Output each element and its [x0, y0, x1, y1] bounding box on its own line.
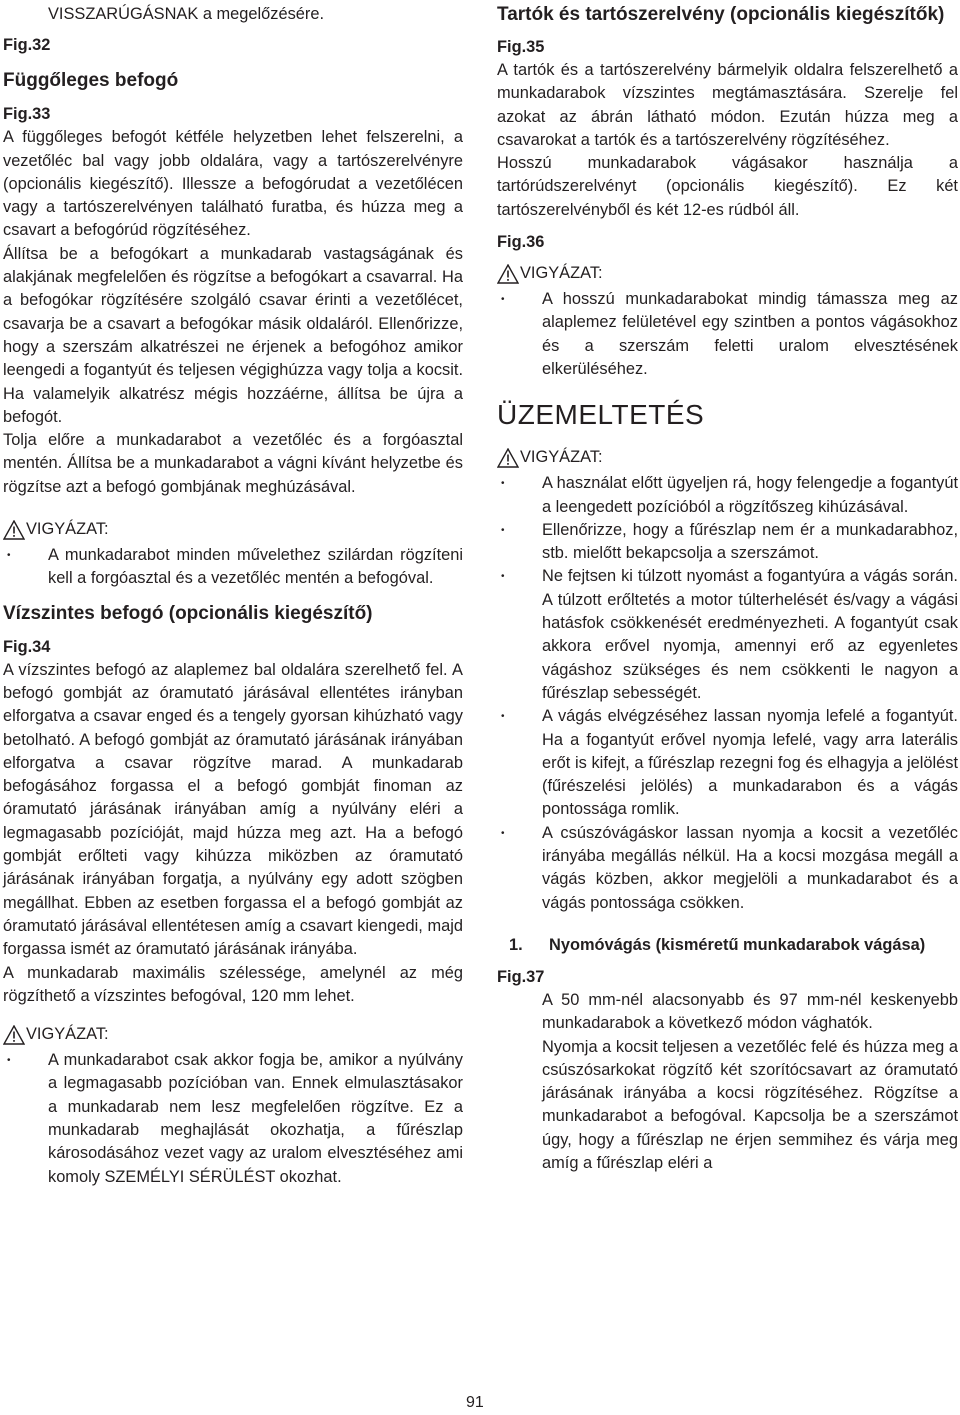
caution-item: • A munkadarabot minden művelethez szilárdan rögzíteni kell a forgóasztal és a vezetőléc mentén a befogóval.: [3, 544, 463, 591]
heading-operation: ÜZEMELTETÉS: [497, 399, 705, 431]
caution-item: • A munkadarabot csak akkor fogja be, amikor a nyúlvány a legmagasabb pozícióban van. Ennek elmulasztásakor a munkadarab nem lesz megfelelően rögzítve. Ez a munkadarab meghajlását okozhatja, a fűrészlap károsodásához vezet vagy az uralom elvesztéséhez ami komoly SZEMÉLYI SÉRÜLÉST okozhat.: [3, 1049, 463, 1189]
paragraph-horizontal-2: A munkadarab maximális szélessége, amelynél az még rögzíthető a vízszintes befogóval, 120 mm lehet.: [3, 963, 463, 1005]
caution-list-1: [3, 544, 463, 591]
section-number: 1.: [509, 935, 523, 954]
paragraph-holders-1: A tartók és a tartószerelvény bármelyik oldalra felszerelhető a munkadarabok vízszintes megtámasztására. Szerelje fel azokat az ábrán látható módon. Ezután húzza meg a csavarokat a tartók és a tartószerelvény rögzítéséhez.: [497, 61, 958, 149]
caution-label: VIGYÁZAT:: [26, 1025, 109, 1044]
caution-item: • A vágás elvégzéséhez lassan nyomja lefelé a fogantyút. Ha a fogantyút erővel nyomja lefelé, vagy arra laterális erőt is kifejt, a fűrészlap rezegni fog és elhagyja a jelölést (fűrészelési jelölés) a munkadarabon és a vágás pontossága romlik.: [497, 705, 958, 821]
caution-heading-4: [497, 446, 958, 469]
fig-33-label: Fig.33: [3, 105, 51, 124]
caution-list-2: [3, 1049, 463, 1189]
caution-item: • A hosszú munkadarabokat mindig támassza meg az alaplemez felületével egy szintben a pontos vágásokhoz és a szerszám feletti uralom elvesztésének elkerüléséhez.: [497, 288, 958, 381]
caution-heading-1: [3, 518, 463, 541]
heading-vertical-vise: Függőleges befogó: [3, 70, 179, 92]
paragraph-vertical-1: A függőleges befogót kétféle helyzetben lehet felszerelni, a vezetőléc bal vagy jobb oldalára, vagy a tartószerelvényre (opcionális kiegészítő). Illessze a befogórudat a vezetőlécen vagy a tartószerelvényen található furatba, és húzza meg a csavart a befogórúd rögzítéséhez.: [3, 128, 463, 240]
fig-37-label: Fig.37: [497, 967, 545, 986]
page-number: 91: [466, 1394, 484, 1411]
fig-34-label: Fig.34: [3, 637, 51, 656]
caution-item: • A csúszóvágáskor lassan nyomja a kocsit a vezetőléc irányába megállás nélkül. Ha a kocsi mozgása megáll a vágás közben, akkor megjelöli a munkadarabot és a vágás pontossága csökken.: [497, 822, 958, 915]
paragraph-vertical-3: Tolja előre a munkadarabot a vezetőléc és a forgóasztal mentén. Állítsa be a munkadarabot a vágni kívánt helyzetbe és rögzítse azt a befogó gombjának meghúzásával.: [3, 431, 463, 496]
caution-label: VIGYÁZAT:: [26, 520, 109, 539]
heading-holders: Tartók és tartószerelvény (opcionális kiegészítők): [497, 4, 945, 25]
caution-heading-3: [497, 262, 958, 285]
top-line: VISSZARÚGÁSNAK a megelőzésére.: [48, 5, 325, 23]
caution-item: • Ne fejtsen ki túlzott nyomást a fogantyúra a vágás során. A túlzott erőltetés a motor túlterhelését és/vagy a vágási hatásfok csökkenését eredményezheti. A fogantyút csak akkora erővel nyomja, amennyi erő az egyenletes vágáshoz szükséges és nem csökkenti le nagyon a fűrészlap sebességét.: [497, 565, 958, 705]
left-column: [3, 0, 463, 1189]
paragraph-holders-2: Hosszú munkadarabok vágásakor használja a tartórúdszerelvényt (opcionális kiegészítő). Ez két tartószerelvényből és két 12-es rúdból áll.: [497, 154, 958, 219]
section-1-heading: [497, 934, 958, 957]
heading-horizontal-vise: Vízszintes befogó (opcionális kiegészítő): [3, 602, 373, 624]
caution-item: • A használat előtt ügyeljen rá, hogy felengedje a fogantyút a leengedett pozícióból a rögzítőszeg kihúzásával.: [497, 472, 958, 519]
fig-35-label: Fig.35: [497, 38, 545, 56]
paragraph-vertical-2: Állítsa be a befogókart a munkadarab vastagságának és alakjának megfelelően és rögzítse a befogókart a csavarral. Ha a befogókar rögzítésére szolgáló csavar érinti a vezetőlécet, csavarja be a csavart a befogókar másik oldaláról. Ellenőrizze, hogy a szerszám alkatrészei ne érjenek a befogóhoz amikor leengedi a fogantyút és teljesen végighúzza vagy tolja a kocsit. Ha valamelyik alkatrész mégis hozzáérne, állítsa be újra a befogót.: [3, 244, 463, 426]
fig-32-label: Fig.32: [3, 36, 51, 55]
caution-list-3: [497, 288, 958, 381]
warning-triangle-icon: [3, 520, 25, 540]
caution-label: VIGYÁZAT:: [520, 264, 603, 283]
caution-label: VIGYÁZAT:: [520, 448, 603, 467]
caution-item: • Ellenőrizze, hogy a fűrészlap nem ér a munkadarabhoz, stb. mielőtt bekapcsolja a szerszámot.: [497, 519, 958, 566]
warning-triangle-icon: [497, 264, 519, 284]
caution-heading-2: [3, 1023, 463, 1046]
right-column: [497, 0, 958, 1175]
paragraph-press-cut-1: A 50 mm-nél alacsonyabb és 97 mm-nél keskenyebb munkadarabok a következő módon vághatók.: [542, 990, 958, 1033]
section-title: Nyomóvágás (kisméretű munkadarabok vágása): [549, 935, 926, 954]
paragraph-press-cut-2: Nyomja a kocsit teljesen a vezetőléc felé és húzza meg a csúszósarkokat rögzítő két szorítócsavart az óramutató járásának irányába a kocsi rögzítéséhez. Rögzítse a munkadarabot a befogóval. Kapcsolja be a szerszámot úgy, hogy a fűrészlap ne érjen semmihez és várja meg amíg a fűrészlap eléri a: [542, 1037, 958, 1172]
warning-triangle-icon: [497, 448, 519, 468]
warning-triangle-icon: [3, 1025, 25, 1045]
caution-list-4: [497, 472, 958, 915]
fig-36-label: Fig.36: [497, 233, 545, 252]
paragraph-horizontal-1: A vízszintes befogó az alaplemez bal oldalára szerelhető fel. A befogó gombját az óramutató járásával ellentétes irányban elforgatva a csavar enged és a tengely gyorsan kihúzható vagy betolható. A befogó gombját az óramutató járásának irányában elforgatva a csavar rögzítve marad. A munkadarab befogásához forgassa el a befogó gombját finoman az óramutató járásának irányában amíg a nyúlvány eléri a legmagasabb pozícióját, majd húzza meg azt. Ha a befogó gombját erőlteti vagy kihúzza miközben az óramutató járásának irányában forgatja, a nyúlvány egy adott szögben megállhat. Ebben az esetben forgassa el a befogó gombját az óramutató járásával ellentétesen amíg a csavart kiengedi, majd forgassa ismét az óramutató járásának irányába.: [3, 660, 463, 959]
